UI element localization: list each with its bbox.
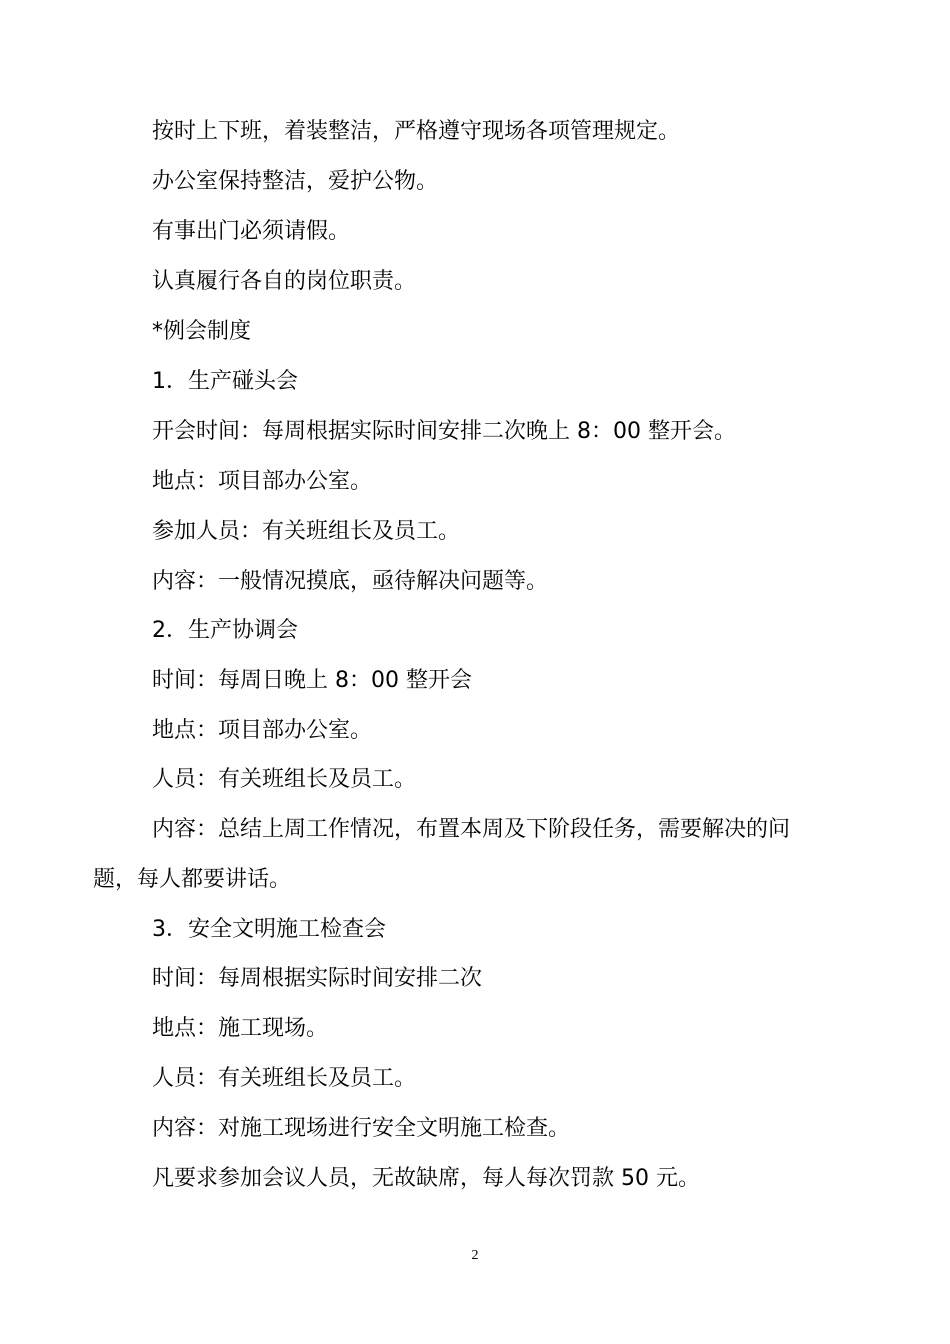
briefing-time: 开会时间：每周根据实际时间安排二次晚上 8：00 整开会。: [152, 419, 736, 444]
coordination-attendees: 人员：有关班组长及员工。: [152, 767, 417, 792]
heading-production-coordination: 2．生产协调会: [152, 618, 298, 643]
section-heading-meeting-system: *例会制度: [152, 319, 252, 344]
briefing-attendees: 参加人员：有关班组长及员工。: [152, 519, 461, 544]
absence-penalty-rule: 凡要求参加会议人员，无故缺席，每人每次罚款 50 元。: [152, 1166, 700, 1191]
briefing-location: 地点：项目部办公室。: [152, 469, 373, 494]
paragraph-office-rule: 办公室保持整洁，爱护公物。: [152, 169, 439, 194]
page-number: 2: [471, 1248, 479, 1263]
inspection-location: 地点：施工现场。: [152, 1016, 329, 1041]
inspection-content: 内容：对施工现场进行安全文明施工检查。: [152, 1116, 571, 1141]
coordination-time: 时间：每周日晚上 8：00 整开会: [152, 668, 472, 693]
coordination-content: 内容：总结上周工作情况，布置本周及下阶段任务，需要解决的问题，每人都要讲话。: [93, 817, 791, 892]
heading-safety-inspection: 3．安全文明施工检查会: [152, 917, 386, 942]
paragraph-duty-rule: 认真履行各自的岗位职责。: [152, 269, 417, 294]
inspection-attendees: 人员：有关班组长及员工。: [152, 1066, 417, 1091]
paragraph-attendance-rule: 按时上下班，着装整洁，严格遵守现场各项管理规定。: [152, 119, 681, 144]
paragraph-leave-rule: 有事出门必须请假。: [152, 219, 351, 244]
coordination-location: 地点：项目部办公室。: [152, 718, 373, 743]
briefing-content: 内容：一般情况摸底，亟待解决问题等。: [152, 569, 549, 594]
inspection-time: 时间：每周根据实际时间安排二次: [152, 966, 483, 991]
heading-production-briefing: 1．生产碰头会: [152, 369, 298, 394]
